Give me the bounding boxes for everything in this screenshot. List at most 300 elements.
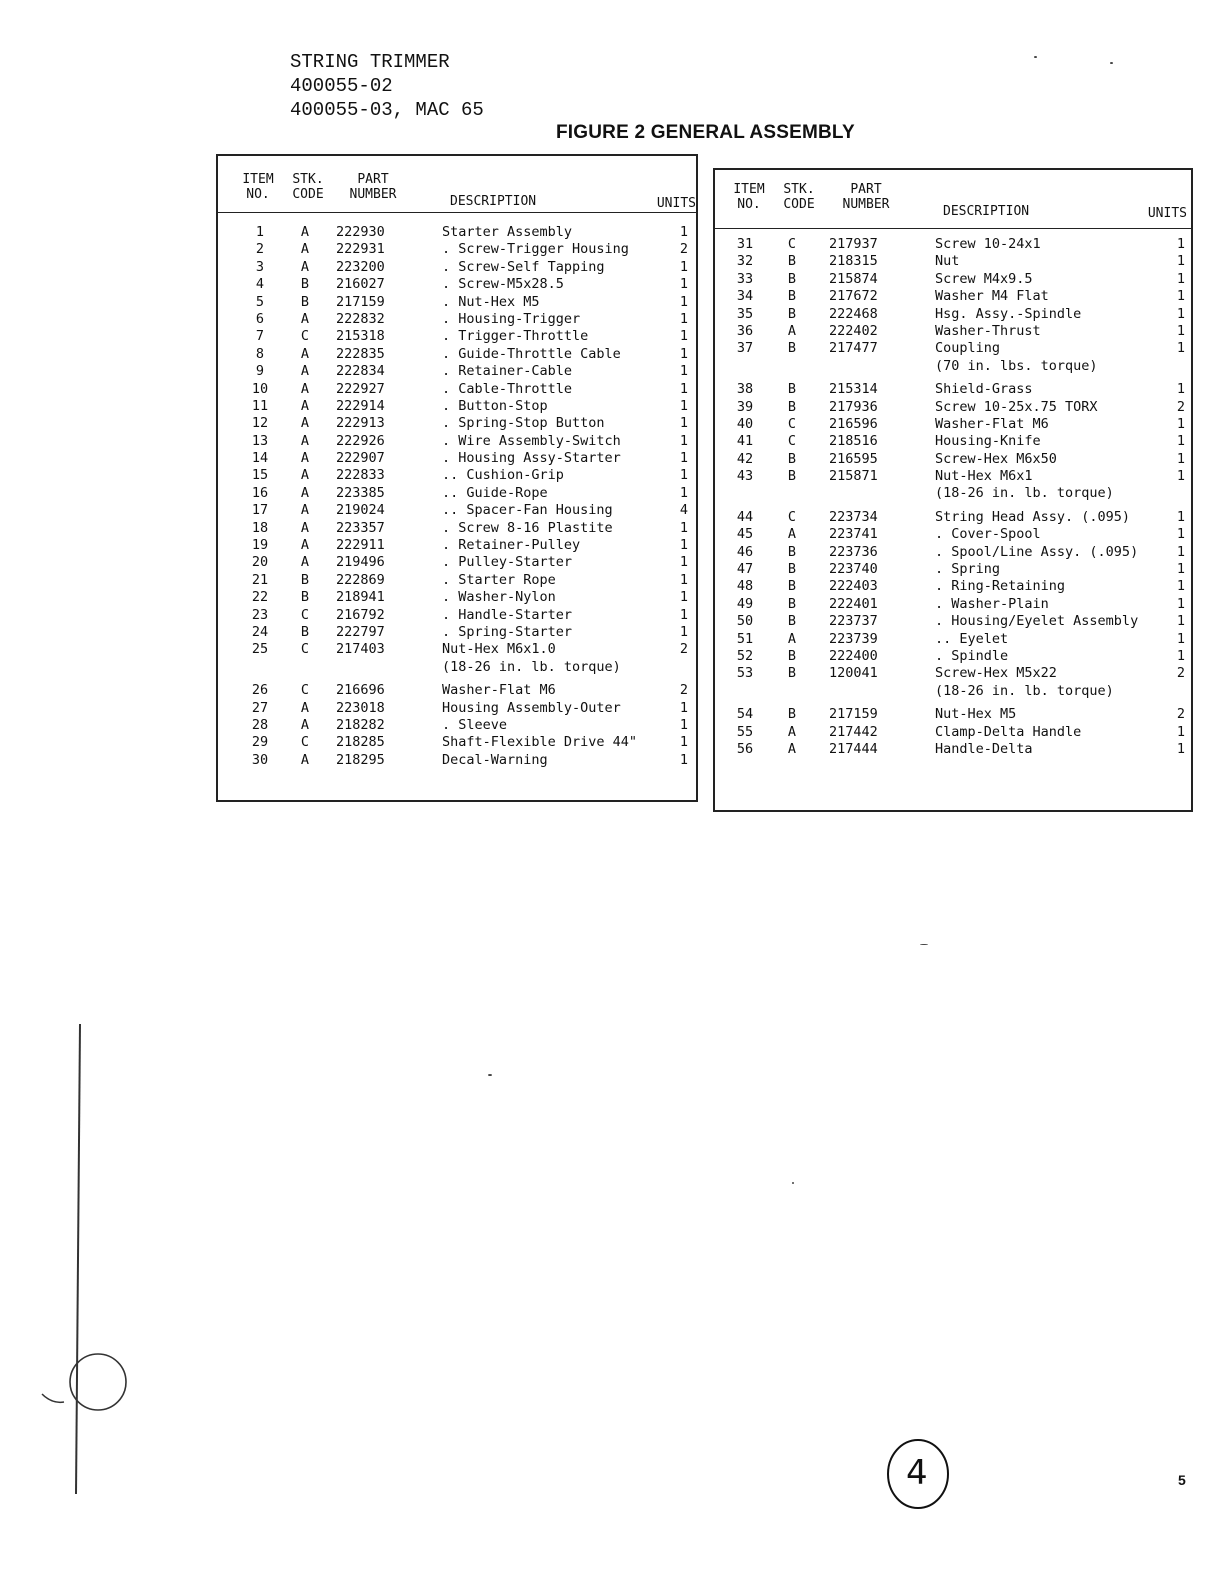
description-cell: Starter Assembly [442, 224, 573, 240]
part-number-cell: 222834 [336, 363, 385, 380]
part-number-cell: 217159 [829, 706, 878, 723]
units-cell: 4 [679, 502, 688, 519]
stk-code-cell: B [787, 595, 797, 612]
description-cell: . Washer-Nylon [442, 589, 556, 606]
stk-code-cell: A [787, 322, 797, 339]
description-cell: .. Spacer-Fan Housing [442, 502, 613, 519]
description-cell: . Spring [935, 561, 1001, 578]
part-number-cell: 223734 [829, 508, 878, 525]
part-number-cell: 218282 [336, 716, 385, 733]
part-number-cell: 215874 [829, 270, 878, 287]
document-header [290, 50, 484, 122]
description-cell: Housing Assembly-Outer [442, 699, 621, 716]
stk-code-cell: A [300, 537, 310, 554]
units-cell: 1 [679, 571, 688, 588]
stk-code-cell: A [300, 519, 310, 536]
item-no-cell: 27 [251, 699, 269, 716]
units-cell: 1 [679, 699, 688, 716]
description-cell: . Spindle [935, 647, 1009, 664]
stk-code-cell: C [300, 606, 310, 623]
item-no-cell: 53 [736, 665, 754, 682]
part-number-cell: 217936 [829, 398, 878, 415]
table-row [715, 544, 1191, 561]
item-no-cell: 15 [251, 467, 269, 484]
units-cell: 1 [679, 484, 688, 501]
table-row [715, 288, 1191, 305]
description-cell: . Screw-M5x28.5 [442, 276, 564, 293]
item-no-cell: 35 [736, 305, 754, 322]
table-row [715, 306, 1191, 323]
stk-code-cell: B [787, 398, 797, 415]
units-cell: 1 [679, 258, 688, 275]
description-cell: . Spring-Stop Button [442, 415, 605, 432]
description-cell: String Head Assy. (.095) [935, 508, 1131, 525]
item-no-cell: 16 [251, 484, 269, 501]
item-no-cell: 22 [251, 589, 269, 606]
part-number-cell: 222402 [829, 322, 878, 339]
part-number-cell: 223741 [829, 526, 878, 543]
item-no-cell: 48 [736, 578, 754, 595]
description-cell: Hsg. Assy.-Spindle [935, 305, 1082, 322]
handwritten-number: 4 [906, 1453, 928, 1493]
stk-code-cell: A [787, 630, 797, 647]
part-number-cell: 222927 [336, 380, 385, 397]
stk-code-cell: B [787, 340, 797, 357]
item-no-cell: 23 [251, 606, 269, 623]
units-cell: 1 [679, 224, 688, 240]
stk-code-cell: B [787, 613, 797, 630]
part-number-cell: 223018 [336, 699, 385, 716]
table-body [715, 236, 1191, 758]
part-number-cell: 219024 [336, 502, 385, 519]
stk-code-cell: A [300, 345, 310, 362]
units-cell: 2 [679, 682, 688, 699]
part-number-cell: 223740 [829, 561, 878, 578]
table-row [218, 572, 696, 589]
part-number-cell: 222930 [336, 224, 385, 240]
units-cell: 1 [1176, 433, 1185, 450]
table-row [218, 734, 696, 751]
table-row [218, 241, 696, 258]
description-cell: . Guide-Throttle Cable [442, 345, 621, 362]
figure-title: FIGURE 2 GENERAL ASSEMBLY [556, 122, 855, 143]
stk-code-cell: A [300, 502, 310, 519]
item-no-cell: 6 [255, 310, 265, 327]
table-row [715, 236, 1191, 253]
description-cell: Washer-Flat M6 [442, 682, 556, 699]
units-cell: 1 [1176, 647, 1185, 664]
item-no-cell: 20 [251, 554, 269, 571]
item-no-cell: 33 [736, 270, 754, 287]
stk-code-cell: B [787, 561, 797, 578]
part-number-cell: 223385 [336, 484, 385, 501]
units-cell: 1 [1176, 381, 1185, 398]
part-number-cell: 222833 [336, 467, 385, 484]
item-no-cell: 42 [736, 450, 754, 467]
table-row [715, 596, 1191, 613]
units-cell: 1 [679, 537, 688, 554]
description-cell: . Handle-Starter [442, 606, 573, 623]
part-number-cell: 222797 [336, 623, 385, 640]
description-cell: . Retainer-Pulley [442, 537, 581, 554]
table-row [715, 271, 1191, 288]
scan-speck [1034, 56, 1037, 58]
part-number-cell: 216595 [829, 450, 878, 467]
units-cell: 1 [679, 554, 688, 571]
stk-code-cell: C [787, 415, 797, 432]
units-cell: 1 [1176, 450, 1185, 467]
table-row [218, 700, 696, 717]
table-row [715, 561, 1191, 578]
table-row [715, 468, 1191, 485]
item-no-cell: 38 [736, 381, 754, 398]
part-number-cell: 222400 [829, 647, 878, 664]
units-cell: 1 [679, 519, 688, 536]
description-cell: .. Cushion-Grip [442, 467, 564, 484]
units-cell: 1 [1176, 415, 1185, 432]
part-number-cell: 215314 [829, 381, 878, 398]
stk-code-cell: B [787, 647, 797, 664]
units-cell: 1 [679, 397, 688, 414]
part-number-cell: 215871 [829, 468, 878, 485]
description-cell: . Retainer-Cable [442, 363, 573, 380]
item-no-cell: 9 [255, 363, 265, 380]
description-cell: Housing-Knife [935, 433, 1041, 450]
units-cell: 1 [679, 450, 688, 467]
description-cell: (70 in. lbs. torque) [935, 357, 1098, 374]
description-cell: .. Guide-Rope [442, 484, 548, 501]
units-cell: 1 [1176, 613, 1185, 630]
units-cell: 1 [679, 363, 688, 380]
units-cell: 2 [1176, 665, 1185, 682]
item-no-cell: 8 [255, 345, 265, 362]
description-cell: . Cable-Throttle [442, 380, 573, 397]
col-description: DESCRIPTION [943, 204, 1030, 219]
table-row [715, 683, 1191, 700]
units-cell: 1 [1176, 236, 1185, 252]
units-cell: 1 [679, 589, 688, 606]
header-title: STRING TRIMMER [290, 51, 450, 73]
units-cell: 2 [679, 241, 688, 258]
description-cell: . Housing Assy-Starter [442, 450, 621, 467]
scan-speck [1110, 62, 1113, 64]
stk-code-cell: B [300, 623, 310, 640]
description-cell: . Pulley-Starter [442, 554, 573, 571]
description-cell: . Nut-Hex M5 [442, 293, 540, 310]
part-number-cell: 222401 [829, 595, 878, 612]
part-number-cell: 216792 [336, 606, 385, 623]
units-cell: 2 [679, 641, 688, 658]
table-row [218, 346, 696, 363]
item-no-cell: 32 [736, 253, 754, 270]
description-cell: Screw-Hex M5x22 [935, 665, 1057, 682]
stk-code-cell: C [300, 328, 310, 345]
handwritten-circle [884, 1432, 954, 1512]
units-cell: 1 [1176, 270, 1185, 287]
item-no-cell: 24 [251, 623, 269, 640]
table-row [218, 433, 696, 450]
part-number-cell: 217444 [829, 740, 878, 757]
table-row [715, 526, 1191, 543]
item-no-cell: 36 [736, 322, 754, 339]
units-cell: 1 [679, 345, 688, 362]
table-row [218, 537, 696, 554]
binding-mark [36, 1024, 136, 1504]
stk-code-cell: B [300, 589, 310, 606]
scan-speck [792, 1182, 794, 1184]
item-no-cell: 7 [255, 328, 265, 345]
stk-code-cell: A [787, 740, 797, 757]
table-row [715, 706, 1191, 723]
stk-code-cell: B [787, 288, 797, 305]
description-cell: . Screw-Trigger Housing [442, 241, 629, 258]
part-number-cell: 218295 [336, 751, 385, 768]
item-no-cell: 19 [251, 537, 269, 554]
header-model-1: 400055-02 [290, 75, 393, 97]
units-cell: 1 [679, 415, 688, 432]
stk-code-cell: A [300, 415, 310, 432]
part-number-cell: 223737 [829, 613, 878, 630]
part-number-cell: 218516 [829, 433, 878, 450]
col-stk-code: STK. CODE [292, 172, 324, 202]
part-number-cell: 222911 [336, 537, 385, 554]
item-no-cell: 3 [255, 258, 265, 275]
description-cell: . Spool/Line Assy. (.095) [935, 543, 1139, 560]
item-no-cell: 25 [251, 641, 269, 658]
description-cell: Nut-Hex M6x1.0 [442, 641, 556, 658]
part-number-cell: 223200 [336, 258, 385, 275]
units-cell: 1 [1176, 508, 1185, 525]
description-cell: .. Eyelet [935, 630, 1009, 647]
item-no-cell: 2 [255, 241, 265, 258]
part-number-cell: 222832 [336, 310, 385, 327]
description-cell: . Washer-Plain [935, 595, 1049, 612]
parts-table-left [216, 154, 698, 802]
description-cell: Screw M4x9.5 [935, 270, 1033, 287]
stk-code-cell: C [787, 236, 797, 252]
item-no-cell: 44 [736, 508, 754, 525]
part-number-cell: 222403 [829, 578, 878, 595]
stk-code-cell: A [300, 699, 310, 716]
table-row [218, 589, 696, 606]
table-row [715, 323, 1191, 340]
table-row [218, 381, 696, 398]
item-no-cell: 12 [251, 415, 269, 432]
part-number-cell: 223736 [829, 543, 878, 560]
stk-code-cell: A [300, 380, 310, 397]
description-cell: . Wire Assembly-Switch [442, 432, 621, 449]
part-number-cell: 216696 [336, 682, 385, 699]
item-no-cell: 51 [736, 630, 754, 647]
part-number-cell: 222913 [336, 415, 385, 432]
stk-code-cell: A [300, 363, 310, 380]
units-cell: 1 [679, 328, 688, 345]
item-no-cell: 28 [251, 716, 269, 733]
part-number-cell: 223739 [829, 630, 878, 647]
part-number-cell: 217159 [336, 293, 385, 310]
stk-code-cell: A [300, 554, 310, 571]
stk-code-cell: C [300, 682, 310, 699]
units-cell: 1 [679, 380, 688, 397]
table-row [715, 416, 1191, 433]
item-no-cell: 21 [251, 571, 269, 588]
table-row [715, 631, 1191, 648]
stk-code-cell: B [787, 468, 797, 485]
table-row [715, 578, 1191, 595]
description-cell: . Screw-Self Tapping [442, 258, 605, 275]
description-cell: Coupling [935, 340, 1001, 357]
table-row [715, 485, 1191, 502]
item-no-cell: 40 [736, 415, 754, 432]
part-number-cell: 217672 [829, 288, 878, 305]
part-number-cell: 223357 [336, 519, 385, 536]
description-cell: Washer M4 Flat [935, 288, 1049, 305]
stk-code-cell: A [300, 450, 310, 467]
item-no-cell: 41 [736, 433, 754, 450]
table-row [715, 648, 1191, 665]
header-model-2: 400055-03, MAC 65 [290, 99, 484, 121]
units-cell: 1 [1176, 595, 1185, 612]
description-cell: . Button-Stop [442, 397, 548, 414]
table-header [715, 170, 1191, 229]
table-row [218, 276, 696, 293]
stk-code-cell: B [787, 381, 797, 398]
table-row [218, 294, 696, 311]
col-stk-code: STK. CODE [783, 182, 815, 212]
table-row [715, 399, 1191, 416]
description-cell: Shaft-Flexible Drive 44" [442, 734, 638, 751]
table-row [218, 641, 696, 658]
description-cell: Washer-Thrust [935, 322, 1041, 339]
units-cell: 1 [1176, 723, 1185, 740]
part-number-cell: 218315 [829, 253, 878, 270]
stk-code-cell: A [300, 716, 310, 733]
units-cell: 2 [1176, 398, 1185, 415]
description-cell: . Trigger-Throttle [442, 328, 589, 345]
col-units: UNITS [656, 196, 696, 211]
description-cell: . Ring-Retaining [935, 578, 1066, 595]
item-no-cell: 17 [251, 502, 269, 519]
description-cell: (18-26 in. lb. torque) [442, 658, 621, 675]
units-cell: 1 [1176, 543, 1185, 560]
table-row [715, 433, 1191, 450]
stk-code-cell: A [300, 484, 310, 501]
stk-code-cell: A [787, 526, 797, 543]
item-no-cell: 56 [736, 740, 754, 757]
units-cell: 1 [1176, 288, 1185, 305]
item-no-cell: 4 [255, 276, 265, 293]
table-row [218, 502, 696, 519]
stk-code-cell: C [787, 508, 797, 525]
table-row [218, 415, 696, 432]
part-number-cell: 217442 [829, 723, 878, 740]
units-cell: 1 [1176, 526, 1185, 543]
description-cell: Decal-Warning [442, 751, 548, 768]
table-row [218, 752, 696, 769]
item-no-cell: 13 [251, 432, 269, 449]
item-no-cell: 47 [736, 561, 754, 578]
item-no-cell: 30 [251, 751, 269, 768]
item-no-cell: 50 [736, 613, 754, 630]
part-number-cell: 215318 [336, 328, 385, 345]
table-row [218, 717, 696, 734]
table-row [218, 554, 696, 571]
stk-code-cell: A [300, 224, 310, 240]
table-row [715, 665, 1191, 682]
stk-code-cell: A [300, 397, 310, 414]
part-number-cell: 222468 [829, 305, 878, 322]
stk-code-cell: A [787, 723, 797, 740]
table-row [218, 259, 696, 276]
units-cell: 1 [1176, 322, 1185, 339]
item-no-cell: 18 [251, 519, 269, 536]
description-cell: (18-26 in. lb. torque) [935, 485, 1114, 502]
stk-code-cell: C [300, 641, 310, 658]
stk-code-cell: B [787, 305, 797, 322]
description-cell: Clamp-Delta Handle [935, 723, 1082, 740]
table-row [218, 659, 696, 676]
stk-code-cell: B [787, 578, 797, 595]
col-item-no: ITEM NO. [733, 182, 765, 212]
table-row [218, 224, 696, 241]
stk-code-cell: B [787, 706, 797, 723]
units-cell: 1 [679, 734, 688, 751]
item-no-cell: 14 [251, 450, 269, 467]
description-cell: Shield-Grass [935, 381, 1033, 398]
table-row [715, 381, 1191, 398]
stk-code-cell: B [300, 293, 310, 310]
table-row [715, 509, 1191, 526]
part-number-cell: 219496 [336, 554, 385, 571]
table-row [715, 451, 1191, 468]
item-no-cell: 26 [251, 682, 269, 699]
item-no-cell: 31 [736, 236, 754, 252]
stk-code-cell: B [300, 571, 310, 588]
table-row [218, 398, 696, 415]
units-cell: 1 [679, 623, 688, 640]
units-cell: 1 [679, 293, 688, 310]
description-cell: Screw 10-25x.75 TORX [935, 398, 1098, 415]
table-body [218, 224, 696, 769]
col-part-number: PART NUMBER [349, 172, 397, 202]
table-row [218, 450, 696, 467]
units-cell: 1 [1176, 305, 1185, 322]
description-cell: Washer-Flat M6 [935, 415, 1049, 432]
part-number-cell: 222835 [336, 345, 385, 362]
units-cell: 1 [679, 276, 688, 293]
description-cell: (18-26 in. lb. torque) [935, 682, 1114, 699]
description-cell: Screw 10-24x1 [935, 236, 1041, 252]
part-number-cell: 120041 [829, 665, 878, 682]
item-no-cell: 52 [736, 647, 754, 664]
item-no-cell: 49 [736, 595, 754, 612]
description-cell: Nut-Hex M6x1 [935, 468, 1033, 485]
table-row [218, 624, 696, 641]
units-cell: 1 [679, 751, 688, 768]
description-cell: . Sleeve [442, 716, 508, 733]
col-item-no: ITEM NO. [242, 172, 274, 202]
description-cell: . Cover-Spool [935, 526, 1041, 543]
col-description: DESCRIPTION [450, 194, 537, 209]
part-number-cell: 217403 [336, 641, 385, 658]
description-cell: . Housing/Eyelet Assembly [935, 613, 1139, 630]
item-no-cell: 5 [255, 293, 265, 310]
part-number-cell: 218941 [336, 589, 385, 606]
stk-code-cell: A [300, 241, 310, 258]
table-header [218, 156, 696, 213]
stk-code-cell: C [787, 433, 797, 450]
part-number-cell: 222926 [336, 432, 385, 449]
